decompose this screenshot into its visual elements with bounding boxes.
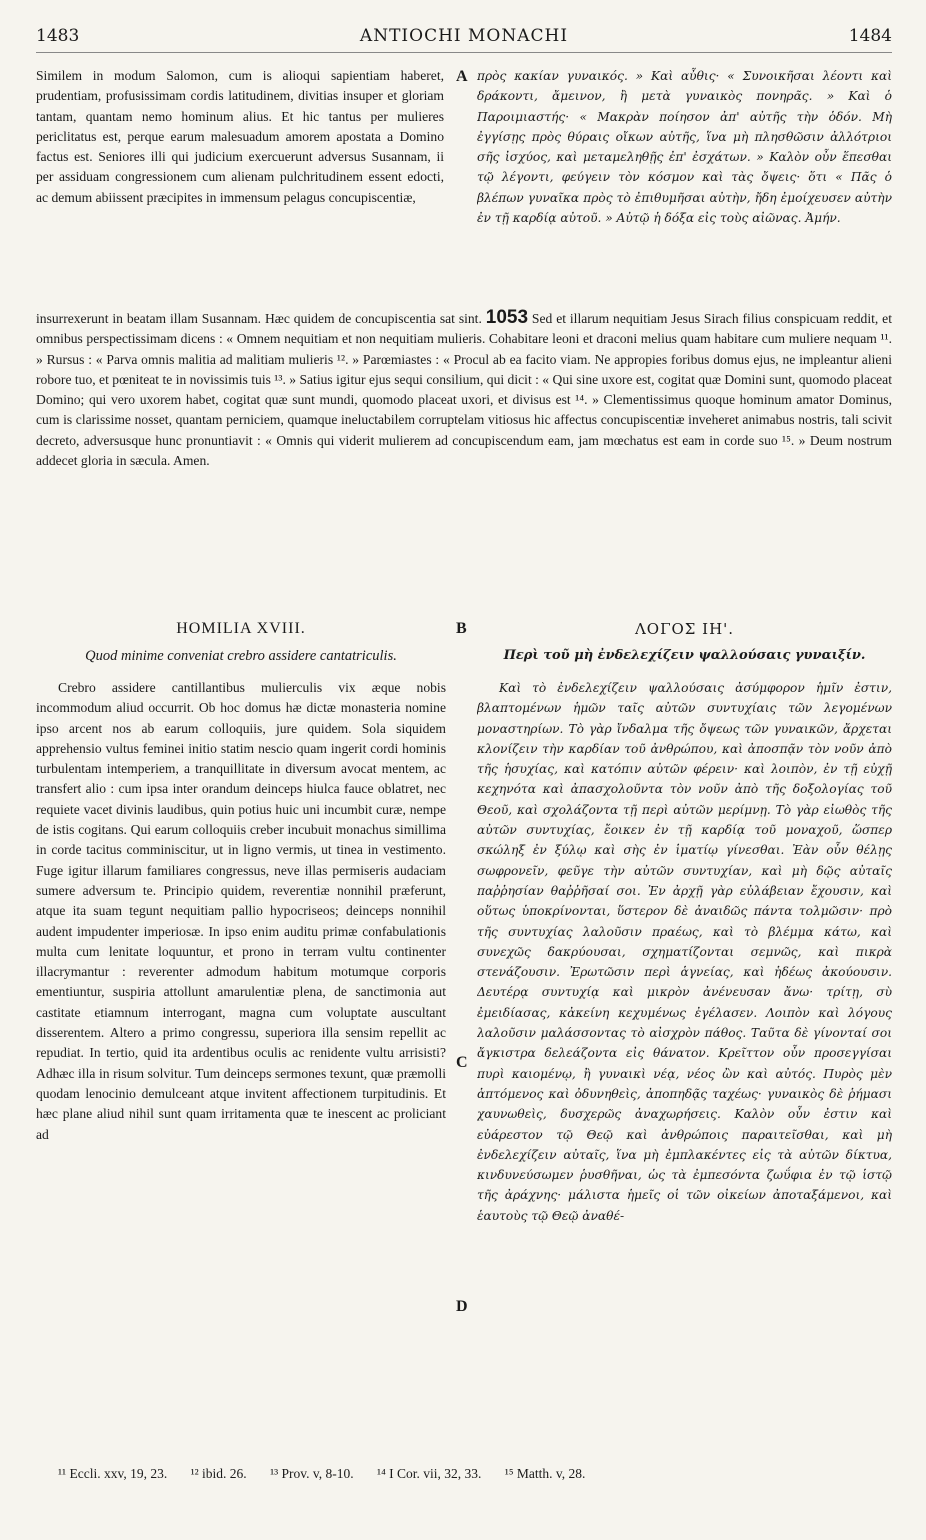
latin-full-width-passage [36,308,892,618]
subtitle-latin: Quod minime conveniat crebro assidere cantatriculis. [85,648,397,664]
page-number-left: 1483 [36,26,80,46]
greek-column-bottom [477,678,892,1458]
margin-marker-c: C [456,1054,468,1071]
latin-column-bottom [36,678,446,1458]
greek-column-top: πρὸς κακίαν γυναικός. » Καὶ αὖθις· « Συνοικῆσαι λέοντι καὶ δράκοντι, ἄμεινον, ἢ μετὰ γυναικὸς πονηρᾶς. » Καὶ ὁ Παροιμιαστής· « Μακρὰν ποίησον ἀπ' αὐτῆς τὴν ὁδόν. Μὴ ἐγγίσῃς πρὸς θύραις οἴκων αὐτῆς, ἵνα μὴ πλησθῶσιν ἀλλότριοι σῆς ἰσχύος, καὶ μεταμεληθῇς ἐπ' ἐσχάτων. » Καλὸν οὖν ἕπεσθαι τῷ λέγοντι, φεύγειν τὸν κόσμον καὶ τὰς ὄψεις· ὅτι « Πᾶς ὁ βλέπων γυναῖκα πρὸς τὸ ἐπιθυμῆσαι αὐτὴν, ἤδη ἐμοίχευσεν αὐτὴν ἐν τῇ καρδίᾳ αὐτοῦ. » Αὐτῷ ἡ δόξα εἰς τοὺς αἰῶνας. Ἀμήν. [477,69,892,226]
margin-marker-d: D [456,1298,468,1315]
homily-title-latin: HOMILIA XVIII. [176,620,306,637]
greek-homily-text: Καὶ τὸ ἐνδελεχίζειν ψαλλούσαις ἀσύμφορον ἡμῖν ἐστιν, βλαπτομένων ἡμῶν ταῖς αὐτῶν συντυχίαις τῶν λεγομένων μοναστηρίων. Τὸ γὰρ ἴνδαλμα τῆς ὄψεως τῶν γυναικῶν, ἄρχεται κλονίζειν τὴν καρδίαν τοῦ ἀνθρώπου, καὶ ἀποσπᾷν τὸν νοῦν ἀπὸ τῆς ἡσυχίας, καὶ κατόπιν αὐτῶν φέρειν· καὶ λοιπὸν, ἐν τῇ εὐχῇ κεχηνότα καὶ ἀπασχολοῦντα τὸν νοῦν ἀπὸ τῆς δοξολογίας τοῦ Θεοῦ, καὶ σχολάζοντα τῇ περὶ αὐτῶν μερίμνῃ. Τὸ γὰρ εἰωθὸς τῆς αὐτῶν συντυχίας, ἔοικεν ἐν τῇ καρδίᾳ τοῦ μοναχοῦ, ὥσπερ σκώληξ ἐν ξύλῳ καὶ σὴς ἐν ἱματίῳ γίνεσθαι. Ἐὰν οὖν θέλῃς σωφρονεῖν, φεῦγε τὴν αὐτῶν συντυχίαν, καὶ μὴ δῷς αὐταῖς παῤῥησίαν θαῤῥῆσαί σοι. Ἐν ἀρχῇ γὰρ εὐλάβειαν ἔχουσιν, καὶ οὕτως ὑποκρίνονται, ὕστερον δὲ ἀναιδῶς πάντα τολμῶσιν· πρὸ τῆς συντυχίας λαλοῦσιν πραέως, καὶ τὸ βλέμμα κάτω, καὶ συνεχῶς δακρύουσαι, σχηματίζονται σεμνῶς, καὶ πικρὰ στενάζουσιν. Ἐρωτῶσιν περὶ ἁγνείας, καὶ ἡδέως ἀκούουσιν. Δευτέρᾳ συντυχίᾳ καὶ μικρὸν ἀνένευσαν ἄνω· τρίτῃ, σὺ ἐμειδίασας, κἀκείνη κεχυμένως ἐγέλασεν. Λοιπὸν καὶ λόγους λαλοῦσιν μαλάσσοντας τὸ αἰσχρὸν πάθος. Ταῦτα δὲ γίνονταί σοι ἄγκιστρα δελεάζοντα εἰς θάνατον. Κρεῖττον οὖν προσεγγίσαι πυρὶ καιομένῳ, ἢ γυναικὶ νέᾳ, νέος ὢν καὶ αὐτός. Πυρὸς μὲν ἁπτόμενος καὶ ὀδυνηθεὶς, ἀποπηδᾷς ταχέως· γυναικὸς δὲ ῥήμασι χαυνωθεὶς, δυσχερῶς ἀναχωρήσεις. Καλὸν οὖν ἐστιν καὶ εὐάρεστον τῷ Θεῷ καὶ ἀνθρώποις παραιτεῖσθαι, καὶ μὴ ἐνδελεχίζειν αὐταῖς, ἵνα μὴ ἐμπλακέντες εἰς τὰ αὐτῶν δίκτυα, κινδυνεύσωμεν ῥυσθῆναι, ὡς τὰ ἐμπεσόντα ζωΰφια ἐν τῷ ἱστῷ τῆς ἀράχνης· μάλιστα ἡμεῖς οἱ τῶν οἰκείων ἀποταξάμενοι, καὶ ἑαυτοὺς τῷ Θεῷ ἀναθέ- [477,681,892,1223]
footnote: ¹¹ Eccli. xxv, 19, 23. [58,1466,168,1481]
running-header [36,26,892,53]
latin-passage-part1: insurrexerunt in beatam illam Susannam. Hæc quidem de concupiscentia sat sint. [36,311,482,326]
running-title: ANTIOCHI MONACHI [359,26,569,46]
footnote: ¹³ Prov. v, 8-10. [270,1466,354,1481]
page-break-number: 1053 [485,308,529,328]
margin-marker-a: A [456,68,468,85]
footnote: ¹⁵ Matth. v, 28. [504,1466,586,1481]
latin-passage-part2: Sed et illarum nequitiam Jesus Sirach filius conspicuam reddit, et omnibus perspectissimam dicens : « Omnem nequitiam et non nequitiam mulieris. Cohabitare leoni et draconi melius quam habitare cum muliere nequam ¹¹. » Rursus : « Parva omnis malitia ad malitiam mulieris ¹². » Parœmiastes : « Procul ab ea facito viam. Ne appropies foribus domus ejus, ne impleantur alieni robore tuo, et pœniteat te in novissimis tuis ¹³. » Satius igitur ejus sequi consilium, qui dicit : « Qui sine uxore est, cogitat quæ Domini sunt, quomodo placeat Domino; qui vero uxorem habet, cogitat quæ sunt mundi, quomodo placeat uxori, et divisus est ¹⁴. » Clementissimus quoque hominum amator Dominus, cum is clarissime nosset, quantam perniciem, quamque ineluctabilem corruptelam vitiosus hic affectus concupiscentiæ inveheret animabus nostris, tali scivit decreto, adversusque hunc pronuntiavit : « Omnis qui viderit mulierem ad concupiscendum eam, jam mœchatus est eam in corde suo ¹⁵. » Deum nostrum addecet gloria in sæcula. Amen. [36,311,892,469]
page-number-right: 1484 [848,26,892,46]
footnotes [58,1466,878,1482]
subtitle-greek: Περὶ τοῦ μὴ ἐνδελεχίζειν ψαλλούσαις γυναιξίν. [503,648,866,663]
latin-homily-text: Crebro assidere cantillantibus mulierculis vix æque nobis incommodum aliud occurrit. Ob hoc domus hæ dictæ monasteria nomine ipso arcent nos ab earum colloquiis, jure quidem. Sola siquidem apprehensio vultus feminei initio statim nescio quam ingerit cordi hominis turbulentam intemperiem, a tranquillitate in diversum avocat mentem, ac transfert alio : cum ipsa inter orandum deinceps hiulca fauce oblatret, nec requiete vacet divinis laudibus, quin potius huic uni incumbit curæ, nempe de istis cogitans. Qui earum colloquiis creber incubuit monachus simillima in corde tacitus comminiscitur, ut in ligno vermis, ut tinea in vestimento. Fuge igitur illarum familiares congressus, neve illas permiseris audaciam sumere adversum te. Principio quidem, reverentiæ nonnihil præferunt, atque ita suam tegunt nequitiam pallio hypocriseos; deinceps nonnihil audent impudenter imperiosæ. In ipso enim auditu primæ confabulationis multa cum lenitate loquuntur, et prono in terram vultu continenter illacrymantur : reverenter admodum habitum motumque corporis ementiuntur, suspiria attollunt amarulentiæ plena, de sanctimonia aut castitate etiamnum interrogant, magna cum voluptate auscultant disserentem. Altero a primo congressu, superiora illa sensim repellit ac repudiat. In tertio, quid ita ardentibus oculis ac renidente vultu arrisisti? Adhæc illa in risum solvitur. Tum deinceps sermones texunt, quæ præmolli quodam lenocinio demulceant atque invitent affectionem turpitudinis. Et hæc plane aliud nihil sunt quam irritamenta quæ te inescent ac proliciant ad [36,680,446,1142]
homily-title-greek: ΛΟΓΟΣ ΙΗ'. [634,620,735,638]
margin-marker-b: B [456,620,467,637]
footnote: ¹² ibid. 26. [190,1466,247,1481]
footnote: ¹⁴ I Cor. vii, 32, 33. [377,1466,482,1481]
latin-column-top: Similem in modum Salomon, cum is alioqui sapientiam haberet, prudentiam, profusissimam cordis latitudinem, divitias insuper et gloriam tantam, quantam nemo hominum alius. Et hic tantus per mulieres periclitatus est, perque earum malesuadum amorem apostata a Domino factus est. Seniores illi qui judicium exercuerunt adversus Susannam, ii per assiduam congressionem cum alienam pulchritudinem essent edocti, ac demum abiissent præcipites in immensum pelagus concupiscentiæ, [36,68,444,205]
page [36,26,892,1516]
